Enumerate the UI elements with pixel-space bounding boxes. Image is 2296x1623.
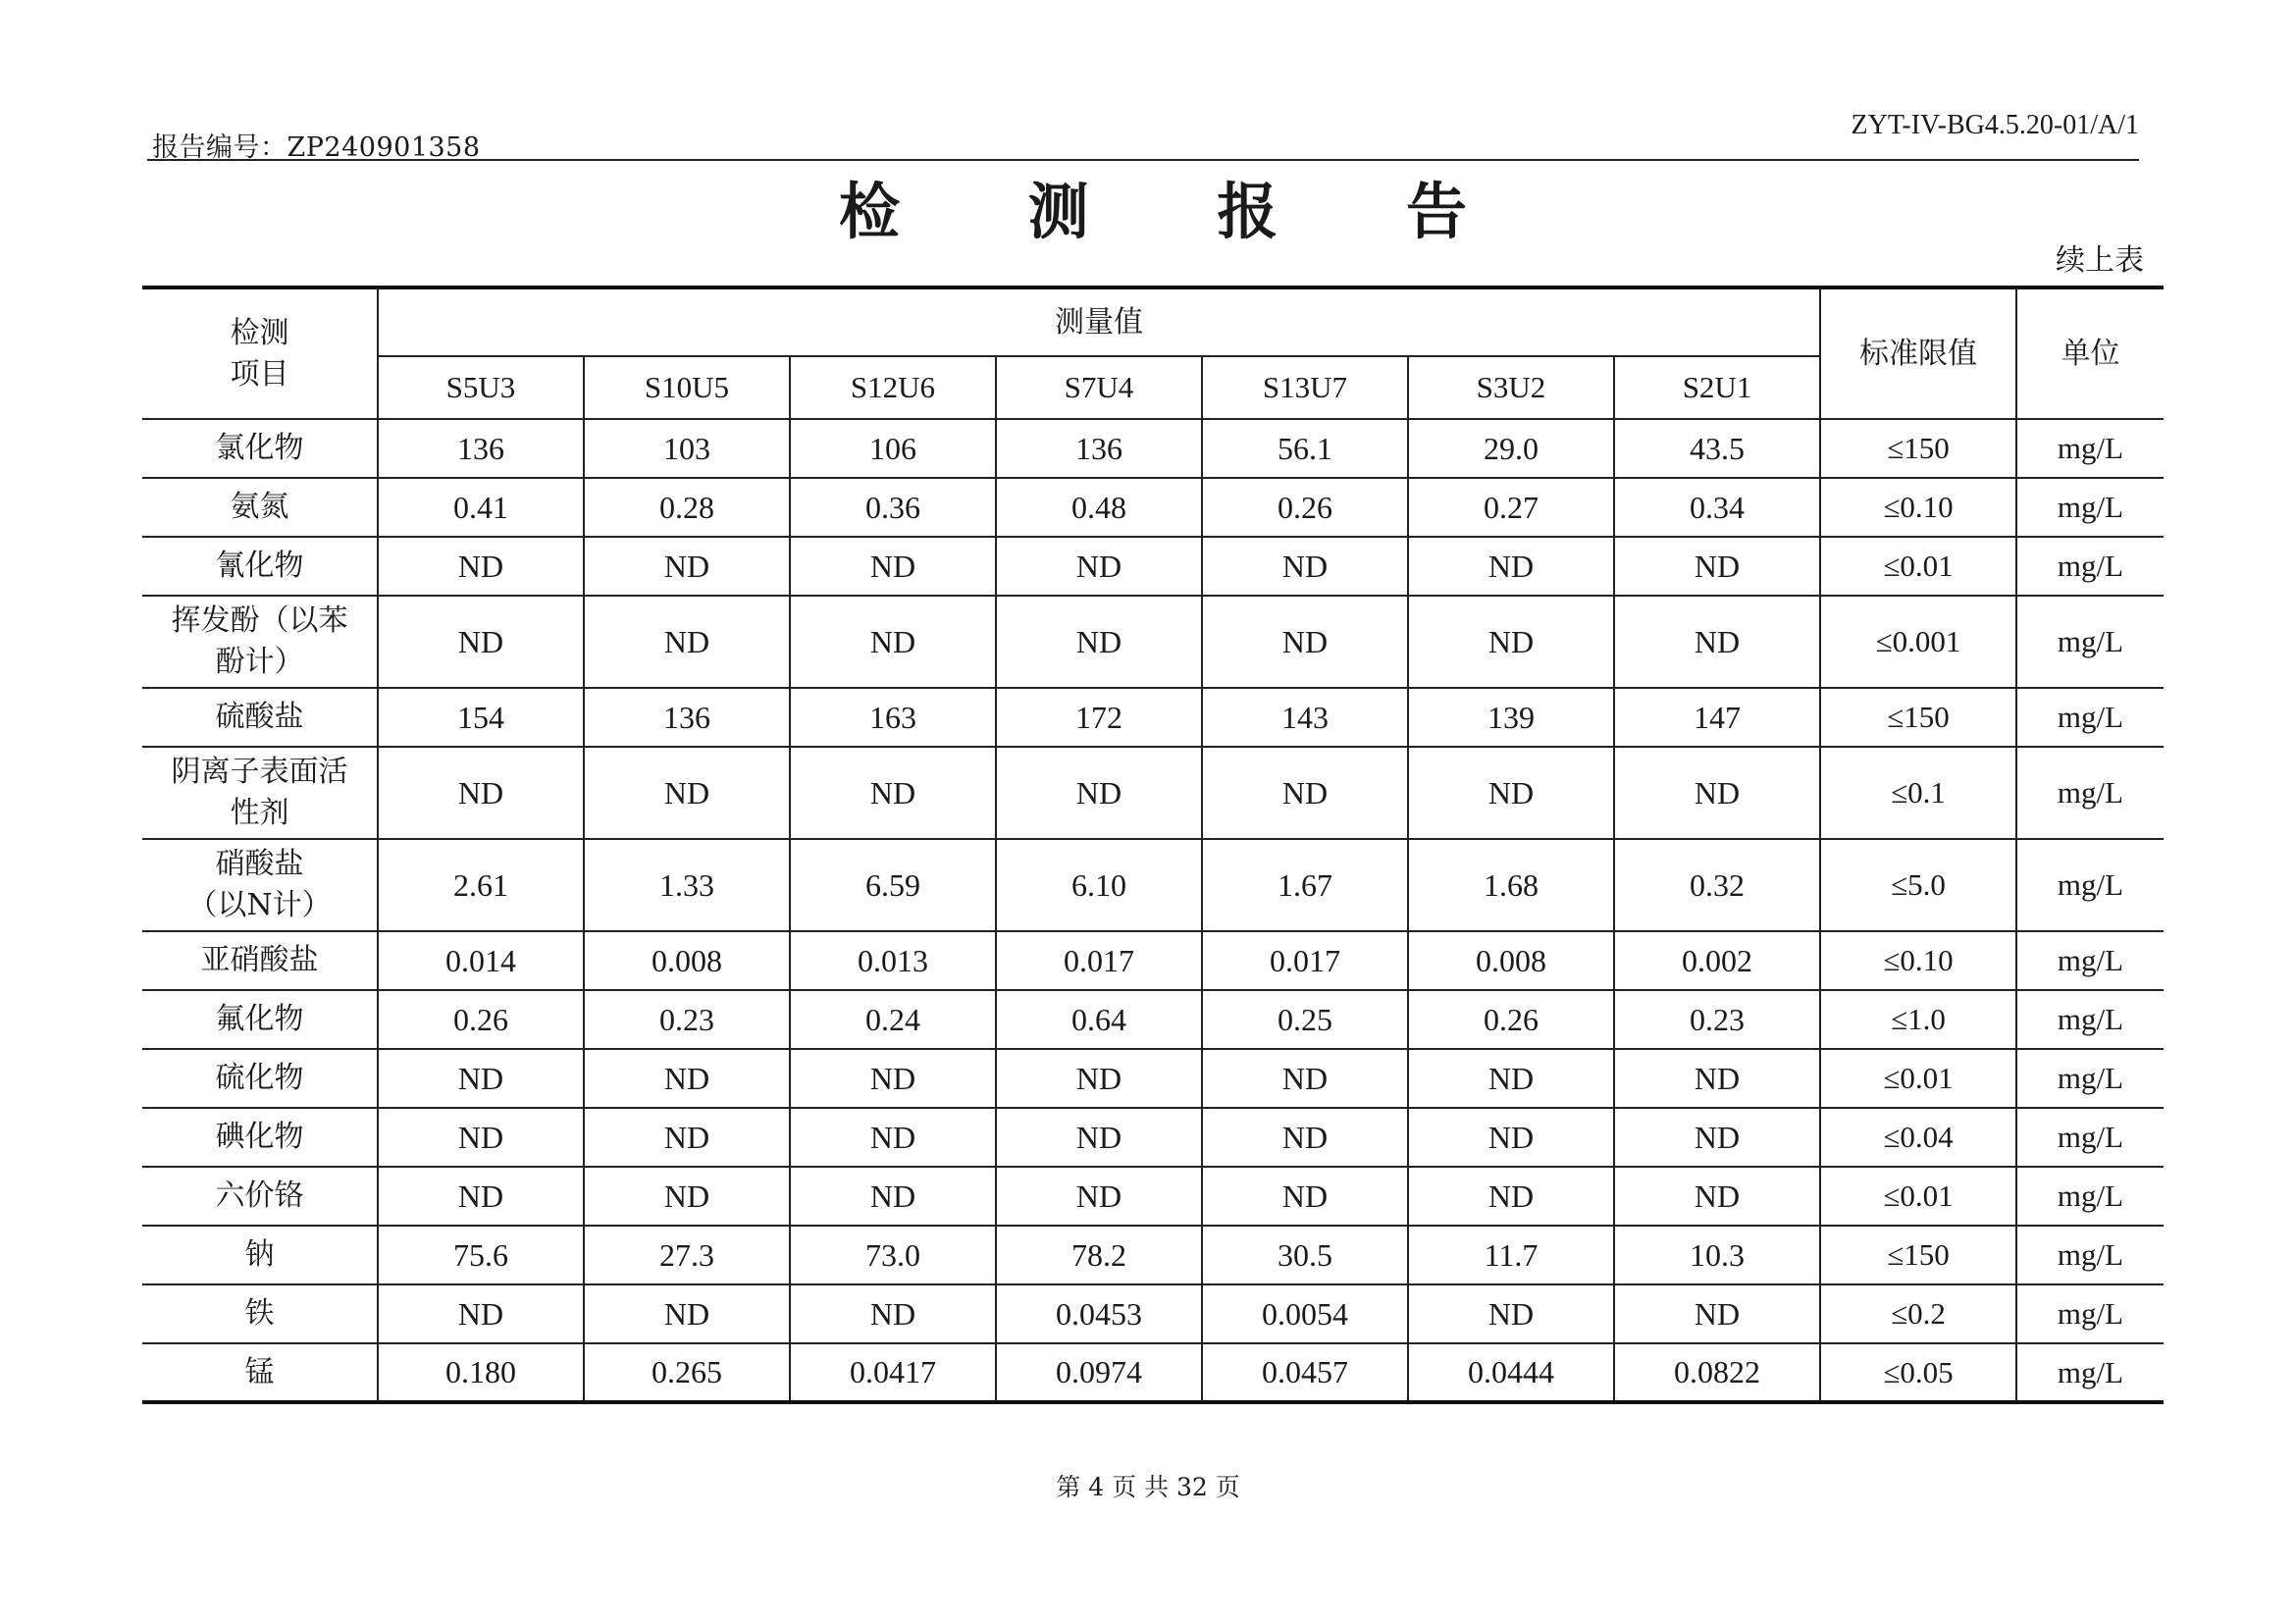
form-code: ZYT-IV-BG4.5.20-01/A/1: [1851, 110, 2139, 140]
measured-value: 1.33: [584, 839, 790, 931]
measured-value: 0.26: [1408, 990, 1614, 1049]
unit: mg/L: [2016, 1049, 2164, 1108]
measured-value: 0.008: [1408, 931, 1614, 990]
standard-limit: ≤150: [1820, 419, 2016, 478]
measured-value: 106: [790, 419, 996, 478]
measured-value: 0.013: [790, 931, 996, 990]
test-item: 挥发酚（以苯 酚计）: [142, 596, 378, 688]
measured-value: ND: [1202, 747, 1408, 839]
standard-limit: ≤0.01: [1820, 1049, 2016, 1108]
limit-header: 标准限值: [1820, 288, 2016, 419]
test-item: 硫酸盐: [142, 688, 378, 747]
measured-value: 11.7: [1408, 1226, 1614, 1284]
measured-value: 0.41: [378, 478, 584, 537]
measured-value: ND: [790, 1167, 996, 1226]
measured-value: 10.3: [1614, 1226, 1820, 1284]
measured-value: 0.64: [996, 990, 1202, 1049]
measured-value: 27.3: [584, 1226, 790, 1284]
measured-value: ND: [790, 596, 996, 688]
measured-value: 73.0: [790, 1226, 996, 1284]
measured-value: ND: [996, 1049, 1202, 1108]
measured-value: ND: [1202, 596, 1408, 688]
measured-value: 0.017: [1202, 931, 1408, 990]
test-item: 碘化物: [142, 1108, 378, 1167]
measured-value: 0.0453: [996, 1284, 1202, 1343]
measured-value: 56.1: [1202, 419, 1408, 478]
measured-value: ND: [790, 1108, 996, 1167]
measured-value: 6.59: [790, 839, 996, 931]
header-rule: [147, 159, 2139, 161]
measured-value: ND: [584, 537, 790, 596]
measured-value: 0.0054: [1202, 1284, 1408, 1343]
measured-value: 0.26: [378, 990, 584, 1049]
standard-limit: ≤1.0: [1820, 990, 2016, 1049]
measured-value: ND: [1408, 747, 1614, 839]
measured-value: ND: [790, 747, 996, 839]
standard-limit: ≤0.04: [1820, 1108, 2016, 1167]
measured-value: 0.23: [584, 990, 790, 1049]
standard-limit: ≤0.10: [1820, 931, 2016, 990]
measured-value: 0.0444: [1408, 1343, 1614, 1402]
measured-value: 43.5: [1614, 419, 1820, 478]
sample-header: S7U4: [996, 356, 1202, 419]
measured-value: 0.27: [1408, 478, 1614, 537]
test-item: 硫化物: [142, 1049, 378, 1108]
test-item: 氟化物: [142, 990, 378, 1049]
measured-value: ND: [1614, 1108, 1820, 1167]
test-item: 亚硝酸盐: [142, 931, 378, 990]
test-item: 氨氮: [142, 478, 378, 537]
table-row: [142, 419, 2164, 478]
standard-limit: ≤150: [1820, 688, 2016, 747]
measured-value: ND: [996, 1167, 1202, 1226]
measured-value: ND: [1614, 537, 1820, 596]
measured-value: 0.265: [584, 1343, 790, 1402]
sample-header: S13U7: [1202, 356, 1408, 419]
measured-value: 0.48: [996, 478, 1202, 537]
continued-label: 续上表: [2056, 243, 2144, 278]
unit: mg/L: [2016, 1226, 2164, 1284]
unit: mg/L: [2016, 1167, 2164, 1226]
report-number: 报告编号：ZP240901358: [152, 132, 481, 163]
measured-value: ND: [1202, 1167, 1408, 1226]
table-row: [142, 1049, 2164, 1108]
table-row: [142, 537, 2164, 596]
measured-value: ND: [790, 537, 996, 596]
measured-value: 136: [996, 419, 1202, 478]
measured-value: 103: [584, 419, 790, 478]
sample-header: S12U6: [790, 356, 996, 419]
measured-value: 136: [378, 419, 584, 478]
table-row: [142, 596, 2164, 688]
item-header: 检测 项目: [142, 288, 378, 419]
measured-value: 1.67: [1202, 839, 1408, 931]
measured-value: ND: [1614, 1167, 1820, 1226]
sample-header: S2U1: [1614, 356, 1820, 419]
test-item: 铁: [142, 1284, 378, 1343]
measured-value: 29.0: [1408, 419, 1614, 478]
table-row: [142, 1108, 2164, 1167]
measured-value: ND: [1408, 1108, 1614, 1167]
measured-value: ND: [996, 1108, 1202, 1167]
measured-value: ND: [584, 1167, 790, 1226]
measured-value: 0.24: [790, 990, 996, 1049]
table-row: [142, 1284, 2164, 1343]
measured-value: 154: [378, 688, 584, 747]
table-row: [142, 1167, 2164, 1226]
measured-value: ND: [1614, 1284, 1820, 1343]
measured-value: ND: [584, 1108, 790, 1167]
measured-value: 0.28: [584, 478, 790, 537]
unit: mg/L: [2016, 596, 2164, 688]
measured-value: 0.014: [378, 931, 584, 990]
standard-limit: ≤0.05: [1820, 1343, 2016, 1402]
measured-value: ND: [996, 596, 1202, 688]
title-char: 告: [1405, 176, 1467, 247]
unit: mg/L: [2016, 688, 2164, 747]
measured-value: 6.10: [996, 839, 1202, 931]
measured-value: 78.2: [996, 1226, 1202, 1284]
standard-limit: ≤0.01: [1820, 1167, 2016, 1226]
measured-value: ND: [1202, 1049, 1408, 1108]
unit: mg/L: [2016, 839, 2164, 931]
table-row: [142, 839, 2164, 931]
measured-value: ND: [1408, 1167, 1614, 1226]
measured-value: 143: [1202, 688, 1408, 747]
measured-value: 0.008: [584, 931, 790, 990]
measured-value: ND: [790, 1049, 996, 1108]
test-item: 阴离子表面活 性剂: [142, 747, 378, 839]
measured-value: 163: [790, 688, 996, 747]
standard-limit: ≤0.001: [1820, 596, 2016, 688]
measured-value: ND: [1408, 1284, 1614, 1343]
unit: mg/L: [2016, 419, 2164, 478]
measured-value: 0.36: [790, 478, 996, 537]
measured-value: ND: [584, 747, 790, 839]
table-row: [142, 1343, 2164, 1402]
table-row: [142, 747, 2164, 839]
measured-value: 0.26: [1202, 478, 1408, 537]
measured-value: ND: [1408, 1049, 1614, 1108]
title-char: 测: [1027, 176, 1089, 247]
measured-value: 0.34: [1614, 478, 1820, 537]
standard-limit: ≤150: [1820, 1226, 2016, 1284]
standard-limit: ≤0.1: [1820, 747, 2016, 839]
measured-value: ND: [378, 1284, 584, 1343]
measured-value: ND: [790, 1284, 996, 1343]
measured-value: ND: [378, 596, 584, 688]
unit: mg/L: [2016, 1284, 2164, 1343]
measured-value: 30.5: [1202, 1226, 1408, 1284]
measured-value: ND: [1614, 747, 1820, 839]
measured-value: 2.61: [378, 839, 584, 931]
measured-value: ND: [378, 1049, 584, 1108]
measured-value: 0.25: [1202, 990, 1408, 1049]
standard-limit: ≤0.01: [1820, 537, 2016, 596]
measured-value: ND: [584, 1284, 790, 1343]
measured-value: 0.0822: [1614, 1343, 1820, 1402]
measured-value: 136: [584, 688, 790, 747]
measured-value: ND: [1202, 1108, 1408, 1167]
measured-header: 测量值: [378, 288, 1820, 356]
measured-value: ND: [1408, 537, 1614, 596]
measured-value: ND: [584, 596, 790, 688]
unit: mg/L: [2016, 478, 2164, 537]
unit: mg/L: [2016, 1343, 2164, 1402]
standard-limit: ≤0.2: [1820, 1284, 2016, 1343]
measured-value: 0.0457: [1202, 1343, 1408, 1402]
measured-value: 172: [996, 688, 1202, 747]
measured-value: ND: [378, 537, 584, 596]
sample-header: S3U2: [1408, 356, 1614, 419]
measured-value: 0.0417: [790, 1343, 996, 1402]
measured-value: ND: [996, 537, 1202, 596]
sample-header: S10U5: [584, 356, 790, 419]
unit: mg/L: [2016, 931, 2164, 990]
measured-value: 0.002: [1614, 931, 1820, 990]
measured-value: 0.32: [1614, 839, 1820, 931]
test-item: 钠: [142, 1226, 378, 1284]
unit-header: 单位: [2016, 288, 2164, 419]
measured-value: ND: [1614, 596, 1820, 688]
table-row: [142, 688, 2164, 747]
standard-limit: ≤5.0: [1820, 839, 2016, 931]
measured-value: 0.180: [378, 1343, 584, 1402]
unit: mg/L: [2016, 1108, 2164, 1167]
measured-value: 0.23: [1614, 990, 1820, 1049]
table-row: [142, 1226, 2164, 1284]
table-row: [142, 931, 2164, 990]
test-item: 氯化物: [142, 419, 378, 478]
test-item: 锰: [142, 1343, 378, 1402]
measured-value: 0.0974: [996, 1343, 1202, 1402]
measured-value: ND: [378, 1108, 584, 1167]
title-char: 报: [1217, 176, 1278, 247]
measured-value: ND: [584, 1049, 790, 1108]
measured-value: ND: [1408, 596, 1614, 688]
measured-value: 1.68: [1408, 839, 1614, 931]
table-row: [142, 478, 2164, 537]
measured-value: ND: [378, 1167, 584, 1226]
results-table: [142, 286, 2164, 1404]
page-footer: 第 4 页 共 32 页: [1056, 1473, 1240, 1501]
measured-value: ND: [1614, 1049, 1820, 1108]
measured-value: ND: [996, 747, 1202, 839]
table-row: [142, 990, 2164, 1049]
unit: mg/L: [2016, 747, 2164, 839]
unit: mg/L: [2016, 990, 2164, 1049]
measured-value: ND: [1202, 537, 1408, 596]
standard-limit: ≤0.10: [1820, 478, 2016, 537]
measured-value: 0.017: [996, 931, 1202, 990]
measured-value: 147: [1614, 688, 1820, 747]
unit: mg/L: [2016, 537, 2164, 596]
measured-value: 75.6: [378, 1226, 584, 1284]
test-item: 氰化物: [142, 537, 378, 596]
sample-header: S5U3: [378, 356, 584, 419]
test-item: 硝酸盐 （以N计）: [142, 839, 378, 931]
table-body: [142, 419, 2164, 1402]
measured-value: ND: [378, 747, 584, 839]
document-title: [839, 163, 1467, 250]
title-char: 检: [839, 176, 901, 247]
test-item: 六价铬: [142, 1167, 378, 1226]
measured-value: 139: [1408, 688, 1614, 747]
